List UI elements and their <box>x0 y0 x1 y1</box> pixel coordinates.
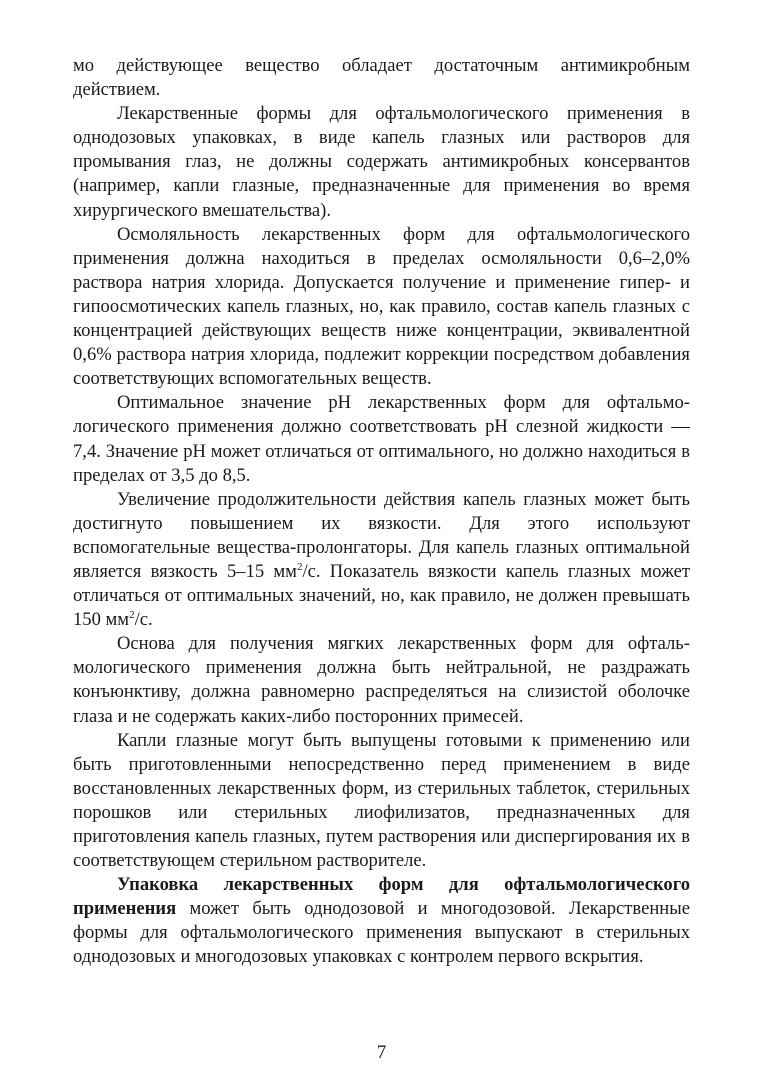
paragraph-packaging <box>73 873 690 969</box>
viscosity-text-part1: Увеличение продолжительности действия капель глазных может быть достигнуто повышением их вязкости. Для этого используют вспомогательные вещества-пролонгаторы. Для капель глазных оптимальной является вязкость 5–15 мм <box>73 488 690 582</box>
paragraph-osmolality: Осмоляльность лекарственных форм для офтальмологического применения должна находиться в пределах осмоляльности 0,6–2,0% раствора натрия хлорида. Допускается получение и применение гипер- и гипоосмотических капель глазных, но, как правило, состав капель глазных с концентрацией действующих веществ ниже концентрации, эквивалентной 0,6% раствора натрия хлорида, подлежит коррекции посредством добавления соответствующих вспомогательных веществ. <box>73 223 690 390</box>
viscosity-text-part2: /с. Показатель вязкости капель глазных может отличаться от оптимальных значений, но, как правило, не должен превышать 150 мм <box>73 560 690 631</box>
document-body <box>73 54 690 970</box>
paragraph-continuation: мо действующее вещество обладает достаточным антимикробным действием. <box>73 55 690 101</box>
superscript-squared: 2 <box>129 609 135 622</box>
viscosity-text-part3: /с. <box>134 609 153 631</box>
paragraph-single-dose-packaging: Лекарственные формы для офтальмологического применения в однодозовых упаковках, в виде капель глазных или растворов для промывания глаз, не должны содержать антимикробных консервантов (например, капли глазные, предназначенные для применения во время хирургического вмешательства). <box>73 103 690 221</box>
paragraph-ph: Оптимальное значение pH лекарственных форм для офтальмологического применения должно соответствовать pH слезной жидкости — 7,4. Значение pH может отличаться от оптимального, но должно находиться в пределах от 3,5 до 8,5. <box>73 392 690 486</box>
paragraph-base: Основа для получения мягких лекарственных форм для офтальмологического применения должна быть нейтральной, не раздражать конъюнктиву, должна равномерно распределяться на слизистой оболочке глаза и не содержать каких-либо посторонних примесей. <box>73 633 690 727</box>
superscript-squared: 2 <box>296 560 303 573</box>
paragraph-ready-made-drops: Капли глазные могут быть выпущены готовыми к применению или быть приготовленными непосредственно перед применением в виде восстановленных лекарственных форм, из стерильных таблеток, стерильных порошков или стерильных лиофилизатов, предназначенных для приготовления капель глазных, путем растворения или диспергирования их в соответствующем стерильном растворителе. <box>73 729 690 872</box>
packaging-text: может быть однодозовой и многодозовой. Лекарственные формы для офтальмологического применения выпускают в стерильных однодозовых и многодозовых упаковках с контролем первого вскрытия. <box>73 898 690 968</box>
page-number: 7 <box>376 1042 387 1063</box>
packaging-heading-bold: Упаковка лекарственных форм для офтальмологического применения <box>73 874 690 920</box>
paragraph-viscosity <box>73 488 690 633</box>
